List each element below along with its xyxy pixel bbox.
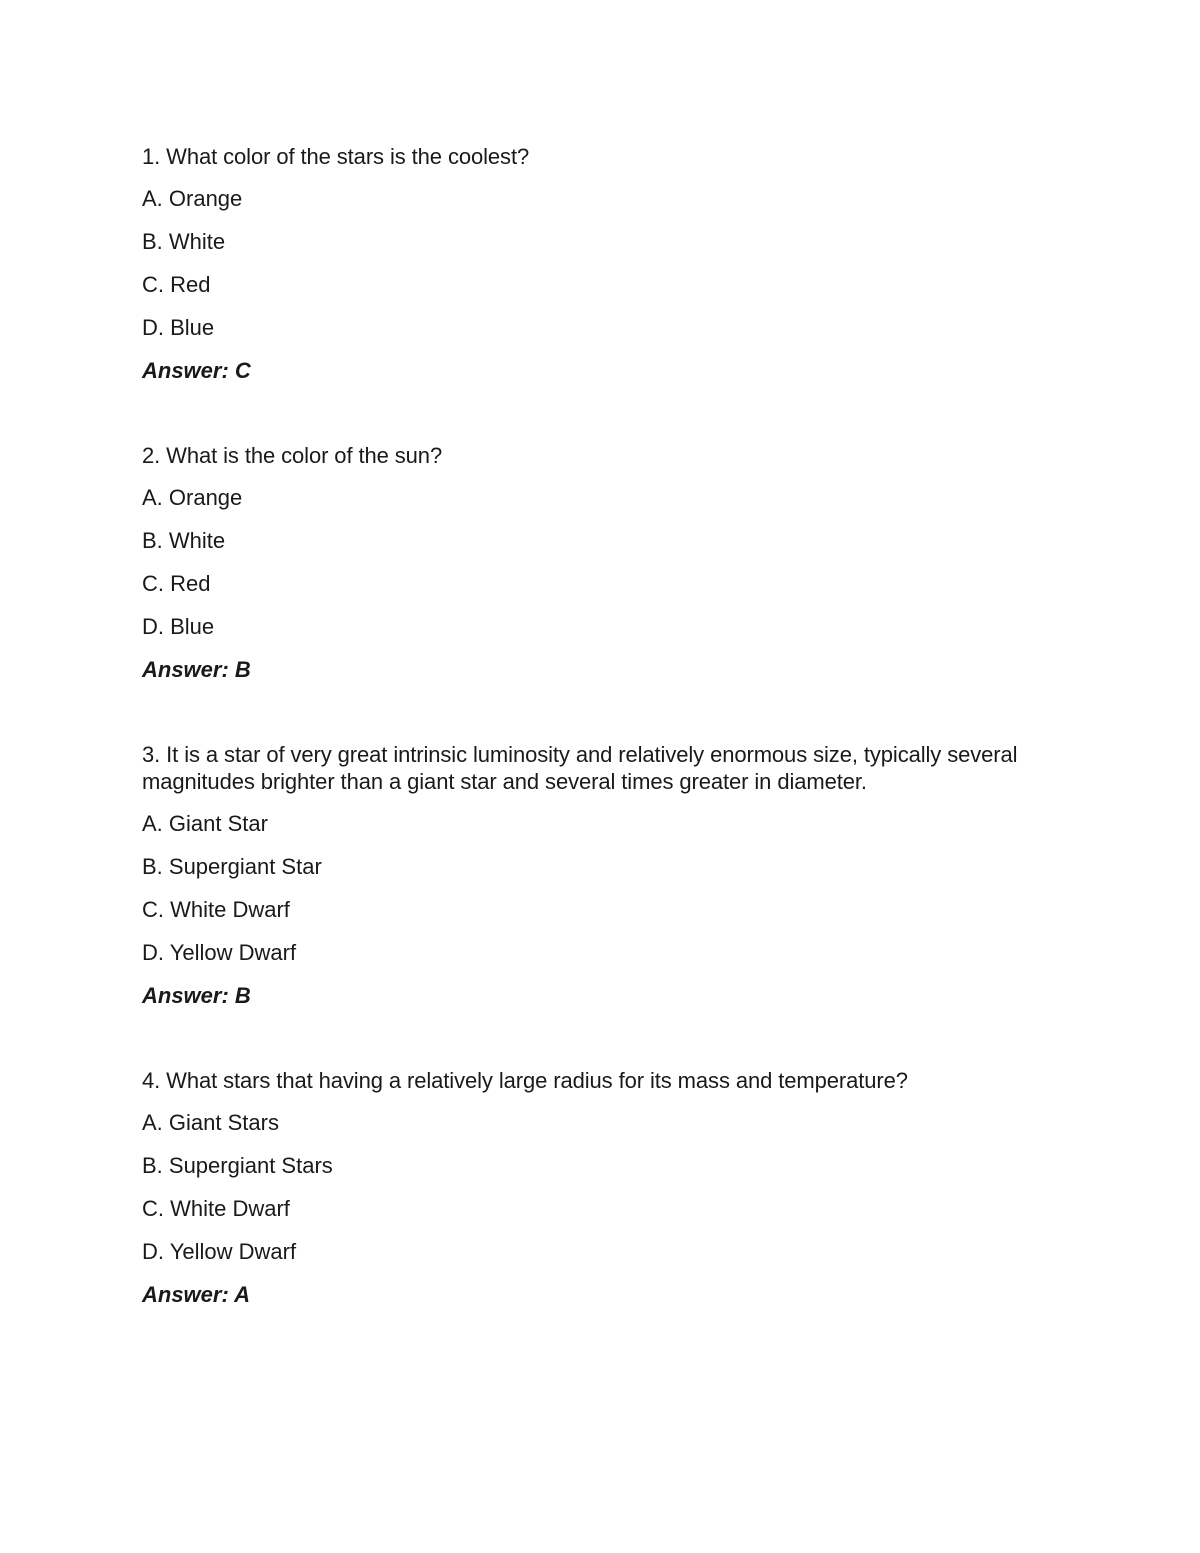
question-4 [142, 1067, 1042, 1308]
question-text: 2. What is the color of the sun? [142, 443, 443, 468]
option-c: C. Red [142, 571, 211, 596]
option-c: C. White Dwarf [142, 1196, 290, 1221]
option-d: D. Yellow Dwarf [142, 940, 297, 965]
answer-label: Answer: A [142, 1282, 250, 1307]
question-text: 1. What color of the stars is the coolest? [142, 144, 530, 169]
option-b: B. Supergiant Star [142, 854, 322, 879]
question-text: 3. It is a star of very great intrinsic luminosity and relatively enormous size, typically several magnitudes brighter than a giant star and several times greater in diameter. [142, 742, 1018, 794]
question-1 [142, 143, 1042, 384]
option-a: A. Giant Star [142, 811, 268, 836]
question-3 [142, 741, 1042, 1009]
option-b: B. White [142, 528, 226, 553]
option-d: D. Blue [142, 614, 215, 639]
question-text: 4. What stars that having a relatively large radius for its mass and temperature? [142, 1068, 908, 1093]
option-d: D. Blue [142, 315, 215, 340]
option-a: A. Orange [142, 485, 243, 510]
question-2 [142, 442, 1042, 683]
answer-label: Answer: C [142, 358, 251, 383]
option-a: A. Giant Stars [142, 1110, 279, 1135]
answer-label: Answer: B [142, 983, 251, 1008]
option-c: C. White Dwarf [142, 897, 290, 922]
option-a: A. Orange [142, 186, 243, 211]
option-c: C. Red [142, 272, 211, 297]
option-d: D. Yellow Dwarf [142, 1239, 297, 1264]
option-b: B. White [142, 229, 226, 254]
answer-label: Answer: B [142, 657, 251, 682]
option-b: B. Supergiant Stars [142, 1153, 333, 1178]
